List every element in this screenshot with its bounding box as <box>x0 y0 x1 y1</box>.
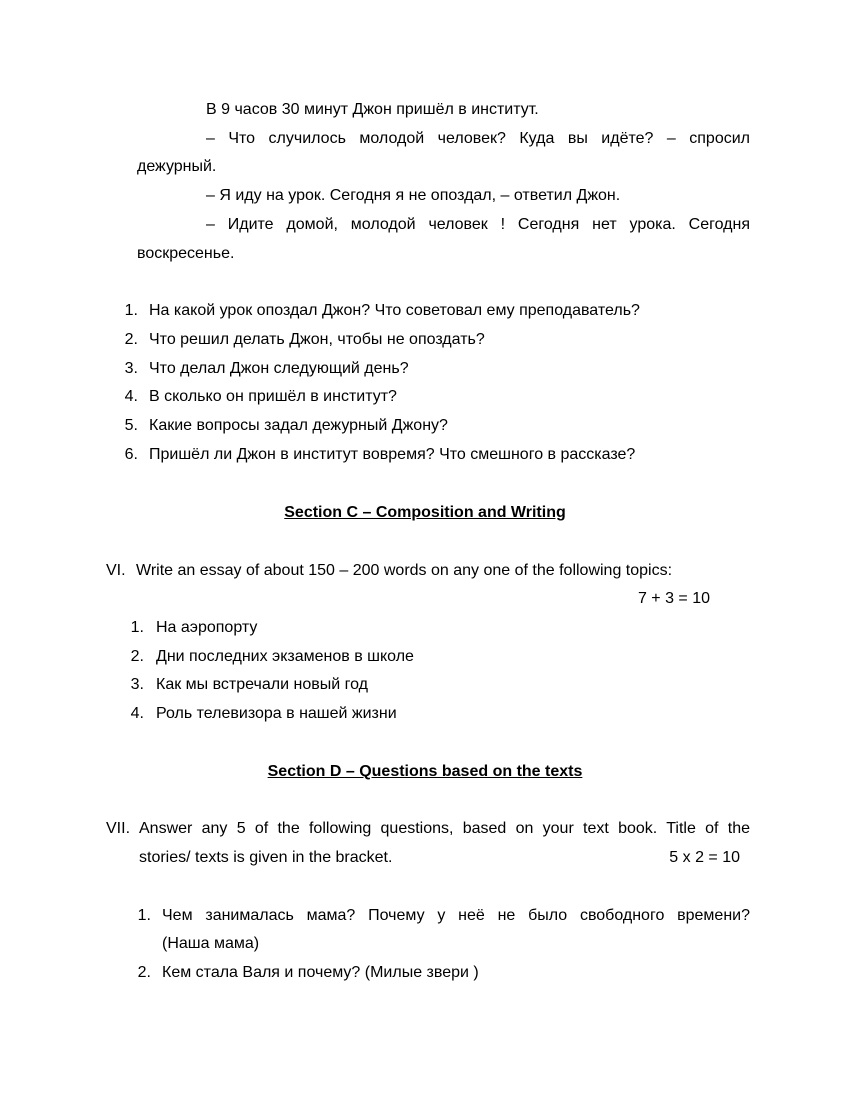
story-line-3: – Я иду на урок. Сегодня я не опоздал, – ответил Джон. <box>206 187 621 204</box>
story-line-1: В 9 часов 30 минут Джон пришёл в институт. <box>206 101 539 118</box>
question-number: 3. <box>124 360 138 377</box>
topic-number: 1. <box>130 619 144 636</box>
topic-text: Дни последних экзаменов в школе <box>156 648 414 665</box>
section-d-question-number: VII. <box>106 820 131 837</box>
topic-text: Как мы встречали новый год <box>156 676 368 693</box>
topic-text: На аэропорту <box>156 619 258 636</box>
text-question-line: Кем стала Валя и почему? (Милые звери ) <box>162 964 479 981</box>
section-c-question-number: VI. <box>106 562 126 579</box>
question-text: Какие вопросы задал дежурный Джону? <box>149 417 448 434</box>
topic-number: 4. <box>130 705 144 722</box>
text-question-line: Чем занималась мама? Почему у неё не было свободного времени? <box>162 907 750 924</box>
section-d-question-line-2: stories/ texts is given in the bracket. <box>139 849 393 866</box>
text-question-line-cont: (Наша мама) <box>162 935 260 952</box>
question-text: На какой урок опоздал Джон? Что советовал ему преподаватель? <box>149 302 640 319</box>
text-question-number: 1. <box>137 907 151 924</box>
section-d-heading: Section D – Questions based on the texts <box>267 763 583 780</box>
question-text: Что делал Джон следующий день? <box>149 360 409 377</box>
question-number: 2. <box>124 331 138 348</box>
story-line-4: – Идите домой, молодой человек ! Сегодня нет урока. Сегодня <box>206 216 750 233</box>
question-number: 4. <box>124 388 138 405</box>
story-line-2-cont: дежурный. <box>137 158 217 175</box>
question-text: В сколько он пришёл в институт? <box>149 388 397 405</box>
question-number: 5. <box>124 417 138 434</box>
section-d-marks: 5 x 2 = 10 <box>669 849 740 866</box>
section-c-marks: 7 + 3 = 10 <box>637 590 710 607</box>
question-number: 6. <box>124 446 138 463</box>
section-d-question-line-1: Answer any 5 of the following questions, based on your text book. Title of the <box>139 820 750 837</box>
text-question-number: 2. <box>137 964 151 981</box>
section-c-question-text: Write an essay of about 150 – 200 words on any one of the following topics: <box>136 562 673 579</box>
question-text: Пришёл ли Джон в институт вовремя? Что смешного в рассказе? <box>149 446 636 463</box>
section-c-heading: Section C – Composition and Writing <box>284 504 566 521</box>
topic-number: 2. <box>130 648 144 665</box>
topic-number: 3. <box>130 676 144 693</box>
question-number: 1. <box>124 302 138 319</box>
story-line-2: – Что случилось молодой человек? Куда вы идёте? – спросил <box>206 130 750 147</box>
question-text: Что решил делать Джон, чтобы не опоздать? <box>149 331 485 348</box>
topic-text: Роль телевизора в нашей жизни <box>156 705 397 722</box>
story-line-4-cont: воскресенье. <box>137 245 235 262</box>
